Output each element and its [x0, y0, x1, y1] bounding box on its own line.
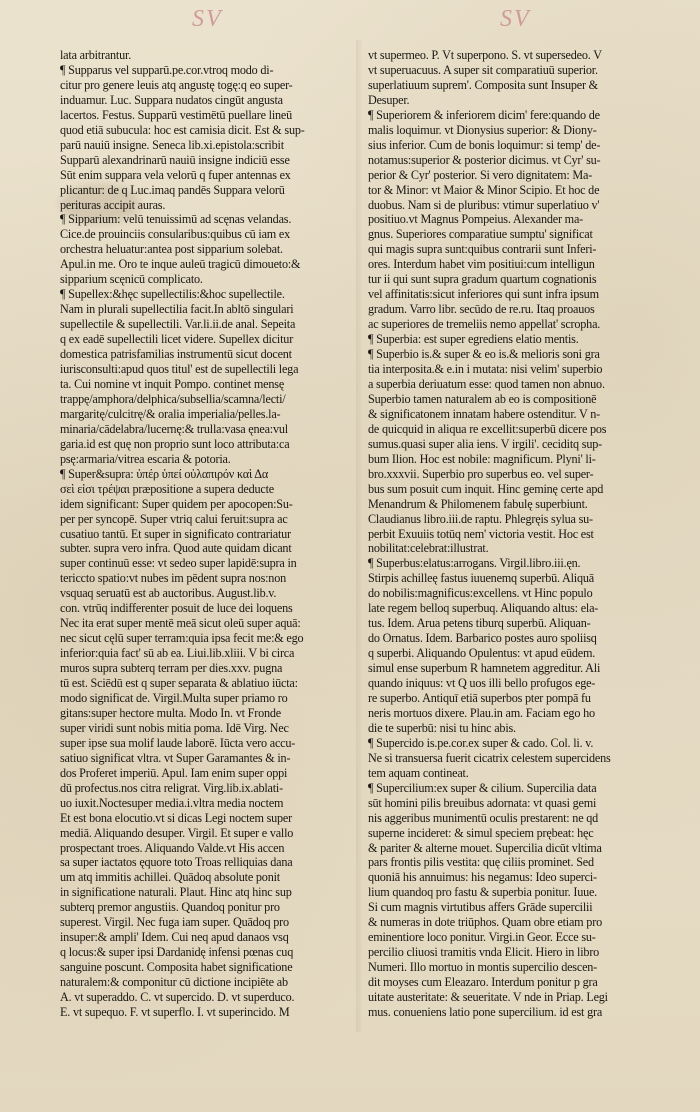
text-line: margaritę/culcitrę/& oralia imperialia/pelles.la- — [60, 406, 281, 421]
text-line: a superbia deriuatum esse: quod tamen non abnuo. — [368, 376, 605, 391]
text-line: q superbi. Aliquando Opulentus: vt apud eūdem. — [368, 646, 596, 661]
text-line: vt supermeo. P. Vt superpono. S. vt supersedeo. V — [368, 48, 602, 62]
text-line: plicantur: de q Luc.imaq pandēs Suppara velorū — [60, 182, 285, 197]
text-line: Menandrum & Philomenem fabulę superbiunt. — [368, 496, 588, 511]
text-line: late regem belloq superbuq. Aliquando altus: ela- — [368, 601, 599, 616]
text-line: super ipse sua molif laude laborē. Iūcta vero accu- — [60, 735, 296, 750]
text-line: Si cum magnis virtutibus affers Grāde supercilii — [368, 900, 593, 915]
column-gutter — [356, 40, 362, 1032]
text-line: gradum. Varro libr. secūdo de re.ru. Itaq proauos — [368, 302, 595, 317]
text-line: ¶ Superbia: est super egrediens elatio mentis. — [368, 332, 579, 347]
text-line: Claudianus libro.iii.de raptu. Phlegręis sylua su- — [368, 511, 593, 526]
text-line: σεὶ εἰσι τρέψαι præpositione a supera deducte — [60, 481, 274, 496]
text-line: Et est bona elocutio.vt si dicas Legi noctem super — [60, 810, 292, 825]
text-line: nec sicut cęlū super terram:quia ipsa fecit me:& ego — [60, 631, 304, 646]
text-line: tia interposita.& e.in i mutata: nisi velim' superbio — [368, 362, 603, 377]
text-line: subterq premor angustiis. Quandoq ponitur pro — [60, 900, 280, 915]
text-line: Cice.de prouinciis consularibus:quibus cū iam ex — [60, 227, 291, 242]
text-line: perbit Exuuiis totūq nem' victoria vestit. Hoc est — [368, 526, 594, 541]
text-line: re superbo. Antiquī etiā superbos pter pompā fu — [368, 690, 591, 705]
text-line: ta. Cui nomine vt inquit Pompo. continet mensę — [60, 376, 285, 391]
text-line: supellectile & supellectili. Var.li.ii.de anal. Sepeita — [60, 317, 296, 332]
text-line: tor & Minor: vt Maior & Minor Scipio. Et hoc de — [368, 182, 600, 197]
text-line: Superbio tamen naturalem ab eo is compositionē — [368, 391, 597, 406]
text-line: mediā. Aliquando desuper. Virgil. Et super e vallo — [60, 825, 294, 840]
text-column-right — [368, 48, 654, 1020]
text-line: do nobilis:magnificus:excellens. vt Hinc populo — [368, 586, 593, 601]
text-line: uo iuxit.Noctesuper media.i.vltra media noctem — [60, 795, 284, 810]
text-line: ¶ Supercilium:ex super & cilium. Supercilia data — [368, 780, 597, 795]
text-line: quoniā his annuimus: his negamus: Ideo superci- — [368, 870, 597, 885]
text-line: positiuo.vt Magnus Pompeius. Alexander ma- — [368, 212, 584, 227]
text-line: orchestra heluatur:antea post sipparium solebat. — [60, 242, 283, 257]
text-line: ¶ Sipparium: velū tenuissimū ad scęnas velandas. — [60, 212, 292, 227]
text-line: Nec ita erat super mentē meā sicut oleū super aquā: — [60, 616, 301, 631]
text-line: Apul.in me. Oro te inque auleū tragicū dimoueto:& — [60, 257, 301, 272]
text-line: vsquaq seruatū est ab auctoribus. August.lib.v. — [60, 586, 277, 601]
text-line: lium quandoq pro fastu & superbia ponitur. Iuue. — [368, 885, 598, 900]
folio-mark-right: SV — [500, 6, 531, 32]
text-line: psę:armaria/vitrea escaria & potoria. — [60, 451, 231, 466]
text-line: A. vt superaddo. C. vt supercido. D. vt superduco. — [60, 990, 295, 1005]
text-line: q locus:& super ipsi Dardanidę infensi pœnas cuq — [60, 945, 294, 960]
text-line: superne incideret: & simul speciem prębeat: hęc — [368, 825, 594, 840]
text-line: dū profectus.nos citra religrat. Virg.lib.ix.ablati- — [60, 780, 283, 795]
text-line: induamur. Luc. Suppara nudatos cingūt angusta — [60, 92, 283, 107]
text-line: Numeri. Illo mortuo in montis supercilio descen- — [368, 960, 598, 975]
text-line: sūt homini pilis breuibus adornata: vt quasi gemi — [368, 795, 597, 810]
text-line: & significatonem innatam habere ostenditur. V n- — [368, 406, 600, 421]
text-line: superlatiuum suprem'. Composita sunt Insuper & — [368, 77, 598, 92]
text-line: neris mortuos dixere. Plau.in am. Faciam ego ho — [368, 705, 595, 720]
text-line: E. vt supequo. F. vt superflo. I. vt superincido. M — [60, 1005, 290, 1019]
text-line: do Ornatus. Idem. Barbarico postes auro spoliisq — [368, 631, 597, 646]
text-line: tur ii qui sunt supra gradum quartum cognationis — [368, 272, 597, 287]
text-line: tericcto spatio:vt nubes im pēdent supra nos:non — [60, 571, 286, 586]
text-line: bum Ilion. Hoc est nobile: magnificum. Plyni' li- — [368, 451, 596, 466]
text-line: die te superbū: nisi tu hinc abis. — [368, 720, 516, 735]
text-line: mus. conueniens latio pone supercilium. id est gra — [368, 1005, 603, 1019]
text-line: ac superiores de tremeliis nemo appellat' scropha. — [368, 317, 601, 332]
text-line: sa super iactatos ęquore toto Troas relliquias dana — [60, 855, 293, 870]
text-line: Stirpis achilleę fastus iuuenemq superbū. Aliquā — [368, 571, 594, 586]
text-line: minaria/cādelabra/lucernę:& trulla:vasa ęnea:vul — [60, 421, 288, 436]
text-line: prospectant troes. Aliquando Valde.vt His accen — [60, 840, 285, 855]
text-line: & numeras in dote triūphos. Quam obre etiam pro — [368, 915, 602, 930]
text-line: sanguine poscunt. Composita habet significatione — [60, 960, 293, 975]
text-line: sius inferior. Cum de bonis loquimur: si temp' de- — [368, 137, 601, 152]
text-line: sumus.quasi super alia iens. V irgili'. ceciditq sup- — [368, 436, 602, 451]
text-line: ¶ Superbio is.& super & eo is.& melioris soni gra — [368, 347, 600, 362]
text-line: ¶ Superiorem & inferiorem dicim' fere:quando de — [368, 107, 600, 122]
text-line: ¶ Supellex:&hęc supellectilis:&hoc supellectile. — [60, 287, 285, 302]
text-column-left — [60, 48, 352, 1020]
text-line: quando iniquus: vt Q uos illi bello profugos ege- — [368, 676, 596, 691]
text-line: citur pro genere leuis atq angustę togę:q eo super- — [60, 77, 293, 92]
text-line: nis aggeribus munimentū oculis prestarent: ne qd — [368, 810, 599, 825]
text-line: duobus. Nam si de pluribus: vtimur superlatiuo v' — [368, 197, 600, 212]
text-line: satiuo significat vltra. vt Super Garamantes & in- — [60, 750, 291, 765]
text-line: pars frontis pilis vestita: quę ciliis prominet. Sed — [368, 855, 594, 870]
text-line: ¶ Superbus:elatus:arrogans. Virgil.libro.iii.ęn. — [368, 556, 581, 571]
text-line: garia.id est quę non proprio sunt loco attributa:ca — [60, 436, 290, 451]
text-line: cusatiuo tantū. Et super in significato contrariatur — [60, 526, 291, 541]
text-line: super continuū esse: vt sedeo super lapidē:supra in — [60, 556, 297, 571]
text-line: nobilitat:celebrat:illustrat. — [368, 541, 489, 556]
text-line: de quicquid in aliqua re excellit:superbū dicere pos — [368, 421, 607, 436]
text-line: ores. Interdum habet vim positiui:cum intelligun — [368, 257, 595, 272]
text-line: gitans:super hectore multa. Modo In. vt Fronde — [60, 705, 281, 720]
text-line: simul ense superbum R hamnetem aggreditur. Ali — [368, 661, 601, 676]
text-line: parū nauiū insigne. Seneca lib.xi.epistola:scribit — [60, 137, 284, 152]
text-line: naturalem:& componitur cū dictione incipiēte ab — [60, 975, 288, 990]
text-line: iurisconsulti:apud quos titul' est de supellectili lega — [60, 362, 299, 377]
text-line: notamus:superior & posterior dicimus. vt Cyr' su- — [368, 152, 601, 167]
text-line: super viridi sunt nobis mitia poma. Idē Virg. Nec — [60, 720, 289, 735]
text-line: superest. Virgil. Nec fuga iam super. Quādoq pro — [60, 915, 289, 930]
text-line: perituras accipit auras. — [60, 197, 166, 212]
text-line: & pariter & alterne mouet. Supercilia dicūt vltima — [368, 840, 602, 855]
text-line: ¶ Supparus vel supparū.pe.cor.vtroq modo di- — [60, 62, 274, 77]
text-line: dit moyses cum Eleazaro. Interdum ponitur p gra — [368, 975, 598, 990]
text-line: in significatione naturali. Plaut. Hinc atq hinc sup — [60, 885, 292, 900]
text-line: uitate austeritate: & seueritate. V nde in Priap. Legi — [368, 990, 608, 1005]
text-line: muros supra subterq terram per dies.xxv. pugna — [60, 661, 283, 676]
text-line: q ex eadē supellectili licet videre. Supellex dicitur — [60, 332, 294, 347]
text-line: perior & Cyr' posterior. Si vero dignitatem: Ma- — [368, 167, 593, 182]
text-line: dos Proferet imperiū. Apul. Iam enim super oppi — [60, 765, 288, 780]
text-line: Sūt enim suppara vela velorū q fuper antennas ex — [60, 167, 291, 182]
text-line: vel affinitatis:sicut inferiores qui sunt infra ipsum — [368, 287, 599, 302]
text-line: Desuper. — [368, 92, 410, 107]
text-line: bro.xxxvii. Superbio pro superbus eo. vel super- — [368, 466, 594, 481]
text-line: idem significant: Super quidem per apocopen:Su- — [60, 496, 293, 511]
text-line: gnus. Superiores comparatiue sumptu' significat — [368, 227, 593, 242]
text-line: qui magis supra sunt:quibus contrarii sunt Inferi- — [368, 242, 597, 257]
text-line: Ne si transuersa fuerit cicatrix celestem supercidens — [368, 750, 611, 765]
text-line: vt superuacuus. A super sit comparatiuū superior. — [368, 62, 598, 77]
text-line: percilio cliuosi tramitis vnda Elicit. Hiero in libro — [368, 945, 600, 960]
text-line: con. vtrūq indifferenter posuit de luce dei loquens — [60, 601, 293, 616]
text-line: tem aquam contineat. — [368, 765, 469, 780]
text-line: Nam in plurali supellectilia facit.In abltō singulari — [60, 302, 294, 317]
text-line: malis loquimur. vt Dionysius superior: & Diony- — [368, 122, 597, 137]
text-line: inferior:quia fact' sū ab ea. Liui.lib.xliii. V bi circa — [60, 646, 295, 661]
text-line: um atq immitis achillei. Quādoq absolute ponit — [60, 870, 280, 885]
text-line: lata arbitrantur. — [60, 48, 132, 62]
text-line: sipparium scęnicū complicato. — [60, 272, 203, 287]
text-line: trappę/amphora/delphica/subsellia/scamna/lecti/ — [60, 391, 286, 406]
text-line: Supparū alexandrinarū nauiū insigne indiciū esse — [60, 152, 290, 167]
text-line: lacertos. Festus. Supparū vestimētū puellare lineū — [60, 107, 293, 122]
text-line: tū est. Sciēdū est q super separata & ablatiuo iūcta: — [60, 676, 298, 691]
text-line: eminentiore loco ponitur. Virgi.in Geor. Ecce su- — [368, 930, 596, 945]
text-line: quod etiā subucula: hoc est camisia dicit. Est & sup- — [60, 122, 305, 137]
text-line: bus sum posuit cum inquit. Hinc geminę certe apd — [368, 481, 604, 496]
folio-mark-left: SV — [192, 6, 223, 32]
text-line: insuper:& ampli' Idem. Cui neq apud danaos vsq — [60, 930, 289, 945]
text-line: subter. supra vero infra. Quod aute quidam dicant — [60, 541, 292, 556]
text-line: tus. Idem. Arua petens tiburq superbū. Aliquan- — [368, 616, 591, 631]
text-line: ¶ Supercido is.pe.cor.ex super & cado. Col. li. v. — [368, 735, 594, 750]
text-line: modo significat de. Virgil.Multa super priamo ro — [60, 690, 288, 705]
text-line: ¶ Super&supra: ὑπέρ ὑπεί οὐλαπιρόν καὶ Δα — [60, 466, 269, 481]
text-line: per per syncopē. Super vtriq calui feruit:supra ac — [60, 511, 288, 526]
text-line: domestica patrisfamilias instrumentū sicut docent — [60, 347, 292, 362]
